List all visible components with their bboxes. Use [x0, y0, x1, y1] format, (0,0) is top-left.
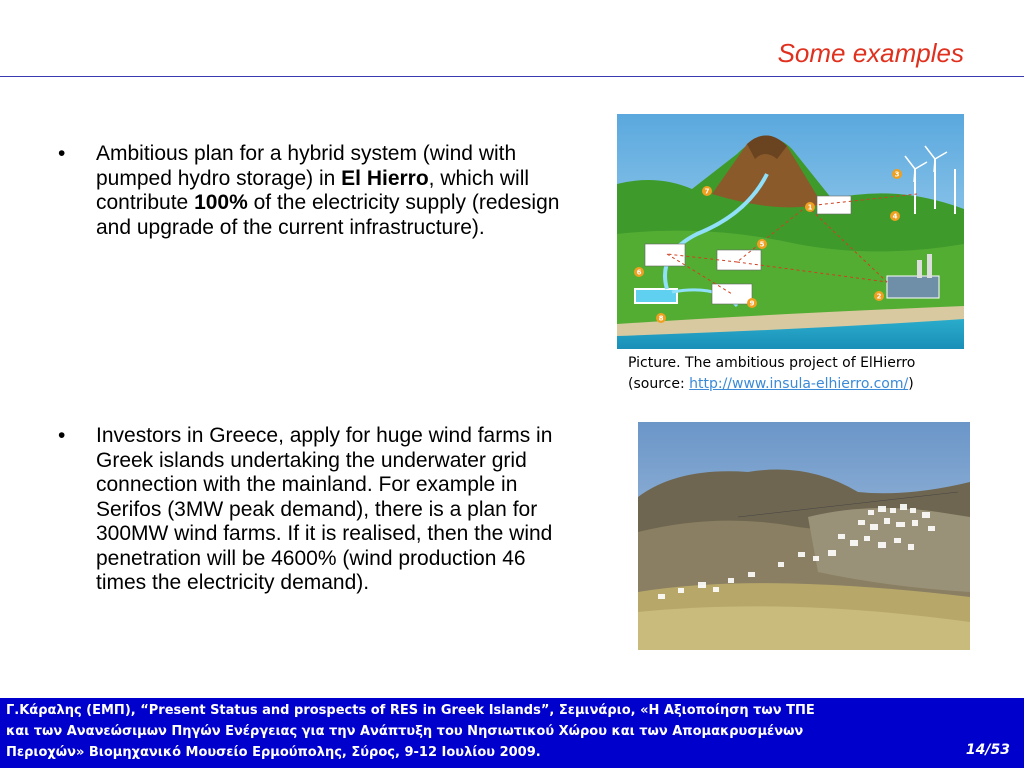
- title-divider: [0, 76, 1024, 77]
- caption-line1: Picture. The ambitious project of ElHierro: [628, 355, 916, 371]
- serifos-landscape: [638, 422, 970, 650]
- caption-suffix: ): [908, 376, 914, 392]
- source-link[interactable]: http://www.insula-elhierro.com/: [689, 376, 909, 392]
- footer-line1: Γ.Κάραλης (ΕΜΠ), “Present Status and prospects of RES in Greek Islands”, Σεμινάριο, «Η Αξιοποίηση των ΤΠΕ: [6, 703, 815, 718]
- page-number: 14/53: [965, 742, 1010, 758]
- bold-el-hierro: El Hierro: [341, 166, 429, 190]
- serifos-photo: [638, 422, 970, 650]
- bullet-text-part: , which will contribute: [96, 166, 530, 214]
- figure-caption: [628, 353, 1008, 395]
- el-hierro-illustration: [617, 114, 964, 349]
- slide-title: Some examples: [777, 38, 964, 68]
- marker-label: 5: [759, 240, 765, 249]
- bullet-text-part: Ambitious plan for a hybrid system (wind with pumped hydro storage) in: [96, 142, 517, 190]
- caption-prefix: (source:: [628, 376, 690, 392]
- bold-100-percent: 100%: [194, 191, 248, 214]
- bullet-el-hierro: [58, 142, 578, 282]
- bullet-marker: •: [58, 424, 66, 447]
- bullet-serifos: [58, 424, 578, 654]
- caption-line2: [628, 374, 1008, 395]
- marker-label: 9: [749, 299, 755, 308]
- footer-line3: Περιοχών» Βιομηχανικό Μουσείο Ερμούπολης, Σύρος, 9-12 Ιουλίου 2009.: [6, 745, 541, 760]
- marker-label: 3: [894, 170, 900, 179]
- bullet-text-part: of the electricity supply (redesign and upgrade of the current infrastructure).: [96, 191, 560, 239]
- bullet-text: Investors in Greece, apply for huge wind farms in Greek islands undertaking the underwater grid connection with the mainland. For example in Serifos (3MW peak demand), there is a plan for 300MW wind farms. If it is realised, then the wind penetration will be 4600% (wind production 46 times the electricity demand).: [96, 424, 553, 594]
- marker-label: 4: [892, 212, 898, 221]
- footer-citation: [0, 698, 1024, 768]
- bullet-marker: •: [58, 142, 66, 165]
- bullet-text: [96, 142, 576, 240]
- footer-line2: και των Ανανεώσιμων Πηγών Ενέργειας για την Ανάπτυξη του Νησιωτικού Χώρου και των Απομακρυσμένων: [6, 724, 804, 739]
- marker-label: 8: [658, 314, 664, 323]
- marker-label: 7: [704, 187, 710, 196]
- marker-label: 2: [876, 292, 882, 301]
- el-hierro-diagram: [617, 114, 964, 349]
- marker-label: 6: [636, 268, 642, 277]
- marker-label: 1: [807, 203, 813, 212]
